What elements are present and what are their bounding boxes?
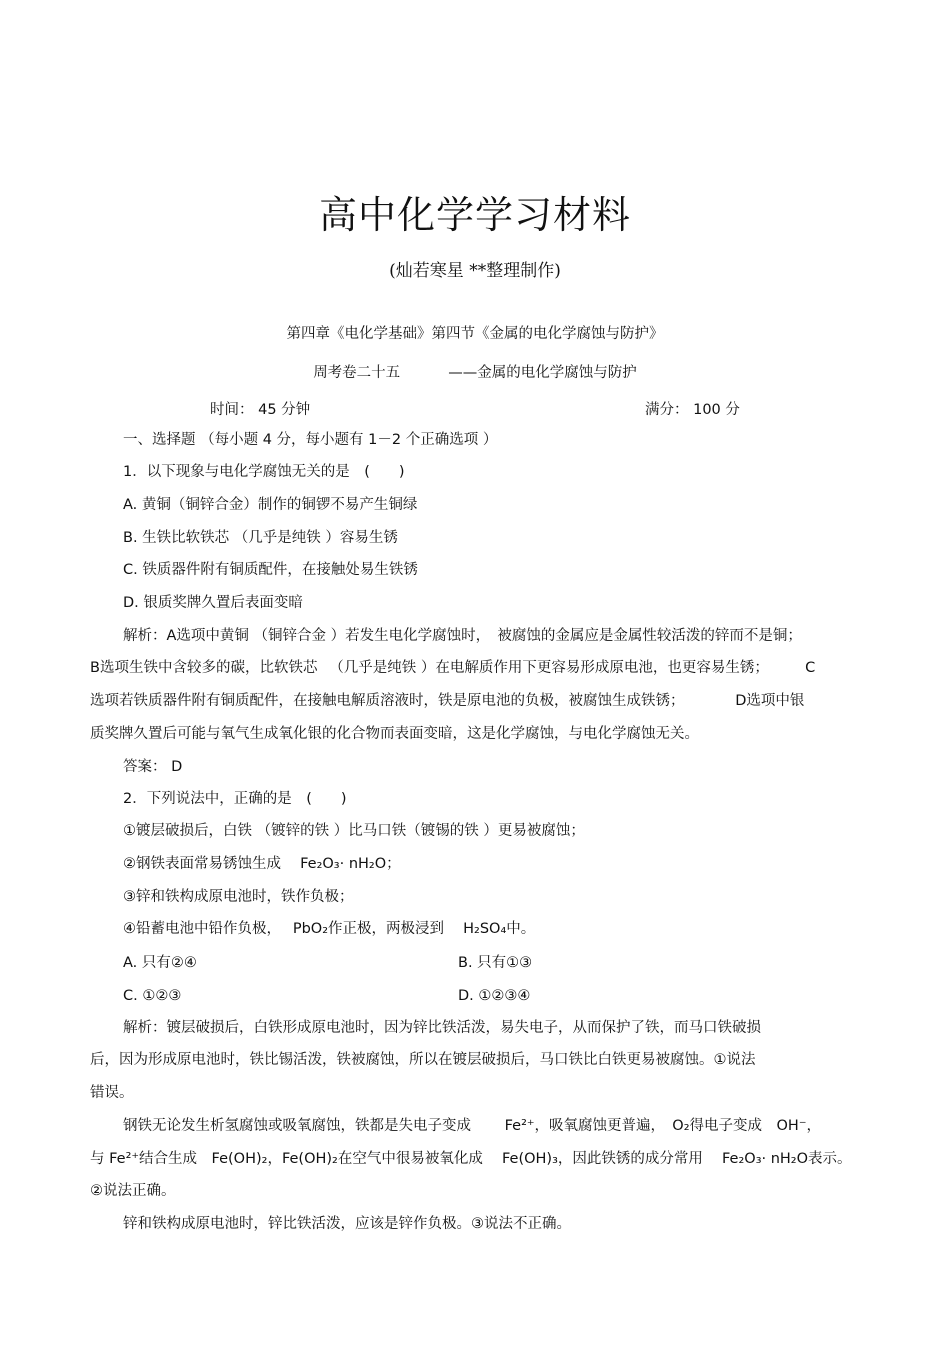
question-2-option-b: B. 只有①③ (458, 955, 533, 971)
question-1-explanation-line: 选项若铁质器件附有铜质配件，在接触电解质溶液时，铁是原电池的负极，被腐蚀生成铁锈； D选项中银 (90, 693, 805, 709)
question-2-explanation-line: ②说法正确。 (90, 1183, 176, 1199)
question-1-explanation-line: B选项生铁中含较多的碳，比软铁芯 （几乎是纯铁 ）在电解质作用下更容易形成原电池，也更容易生锈； C (90, 660, 816, 676)
score-info: 满分： 100 分 (645, 402, 740, 418)
question-1-explanation-line: 质奖牌久置后可能与氧气生成氧化银的化合物而表面变暗，这是化学腐蚀，与电化学腐蚀无关。 (90, 726, 699, 742)
document-title: 高中化学学习材料 (318, 193, 631, 237)
question-2-statement-2: ②钢铁表面常易锈蚀生成 Fe₂O₃· nH₂O； (123, 856, 401, 872)
question-2-option-d: D. ①②③④ (458, 988, 531, 1004)
question-2-statement-1: ①镀层破损后，白铁 （镀锌的铁 ）比马口铁（镀锡的铁 ）更易被腐蚀； (123, 823, 585, 839)
time-info: 时间： 45 分钟 (210, 402, 311, 418)
document-subtitle: (灿若寒星 **整理制作) (389, 261, 561, 281)
question-2-explanation-line: 解析：镀层破损后，白铁形成原电池时，因为锌比铁活泼，易失电子，从而保护了铁，而马口铁破损 (123, 1020, 761, 1036)
chapter-heading: 第四章《电化学基础》第四节《金属的电化学腐蚀与防护》 (286, 326, 664, 342)
question-2-explanation-line: 锌和铁构成原电池时，锌比铁活泼，应该是锌作负极。③说法不正确。 (123, 1216, 571, 1232)
question-1-explanation-line: 解析：A选项中黄铜 （铜锌合金 ）若发生电化学腐蚀时， 被腐蚀的金属应是金属性较活泼的锌而不是铜； (123, 628, 802, 644)
question-2-explanation-line: 与 Fe²⁺结合生成 Fe(OH)₂，Fe(OH)₂在空气中很易被氧化成 Fe(OH)₃，因此铁锈的成分常用 Fe₂O₃· nH₂O表示。 (90, 1151, 852, 1167)
section-heading: 一、选择题 （每小题 4 分，每小题有 1－2 个正确选项 ） (123, 432, 498, 448)
question-1-option-c: C. 铁质器件附有铜质配件，在接触处易生铁锈 (123, 562, 418, 578)
question-2-explanation-line: 错误。 (90, 1085, 134, 1101)
question-2-option-a: A. 只有②④ (123, 955, 197, 971)
question-1-option-d: D. 银质奖牌久置后表面变暗 (123, 595, 303, 611)
question-2-statement-3: ③锌和铁构成原电池时，铁作负极； (123, 889, 354, 905)
question-1-stem: 1．以下现象与电化学腐蚀无关的是 ( ) (123, 464, 405, 480)
question-2-explanation-line: 钢铁无论发生析氢腐蚀或吸氧腐蚀，铁都是失电子变成 Fe²⁺，吸氧腐蚀更普遍， O₂得电子变成 OH⁻， (123, 1118, 821, 1134)
question-1-option-b: B. 生铁比软铁芯 （几乎是纯铁 ）容易生锈 (123, 530, 398, 546)
question-1-option-a: A. 黄铜（铜锌合金）制作的铜锣不易产生铜绿 (123, 497, 418, 513)
question-2-statement-4: ④铅蓄电池中铅作负极， PbO₂作正极，两极浸到 H₂SO₄中。 (123, 921, 536, 937)
question-2-stem: 2．下列说法中，正确的是 ( ) (123, 791, 347, 807)
question-2-option-c: C. ①②③ (123, 988, 182, 1004)
question-2-explanation-line: 后，因为形成原电池时，铁比锡活泼，铁被腐蚀，所以在镀层破损后，马口铁比白铁更易被腐蚀。①说法 (90, 1052, 756, 1068)
question-1-answer: 答案： D (123, 759, 183, 775)
exam-heading: 周考卷二十五 ——金属的电化学腐蚀与防护 (313, 365, 637, 381)
